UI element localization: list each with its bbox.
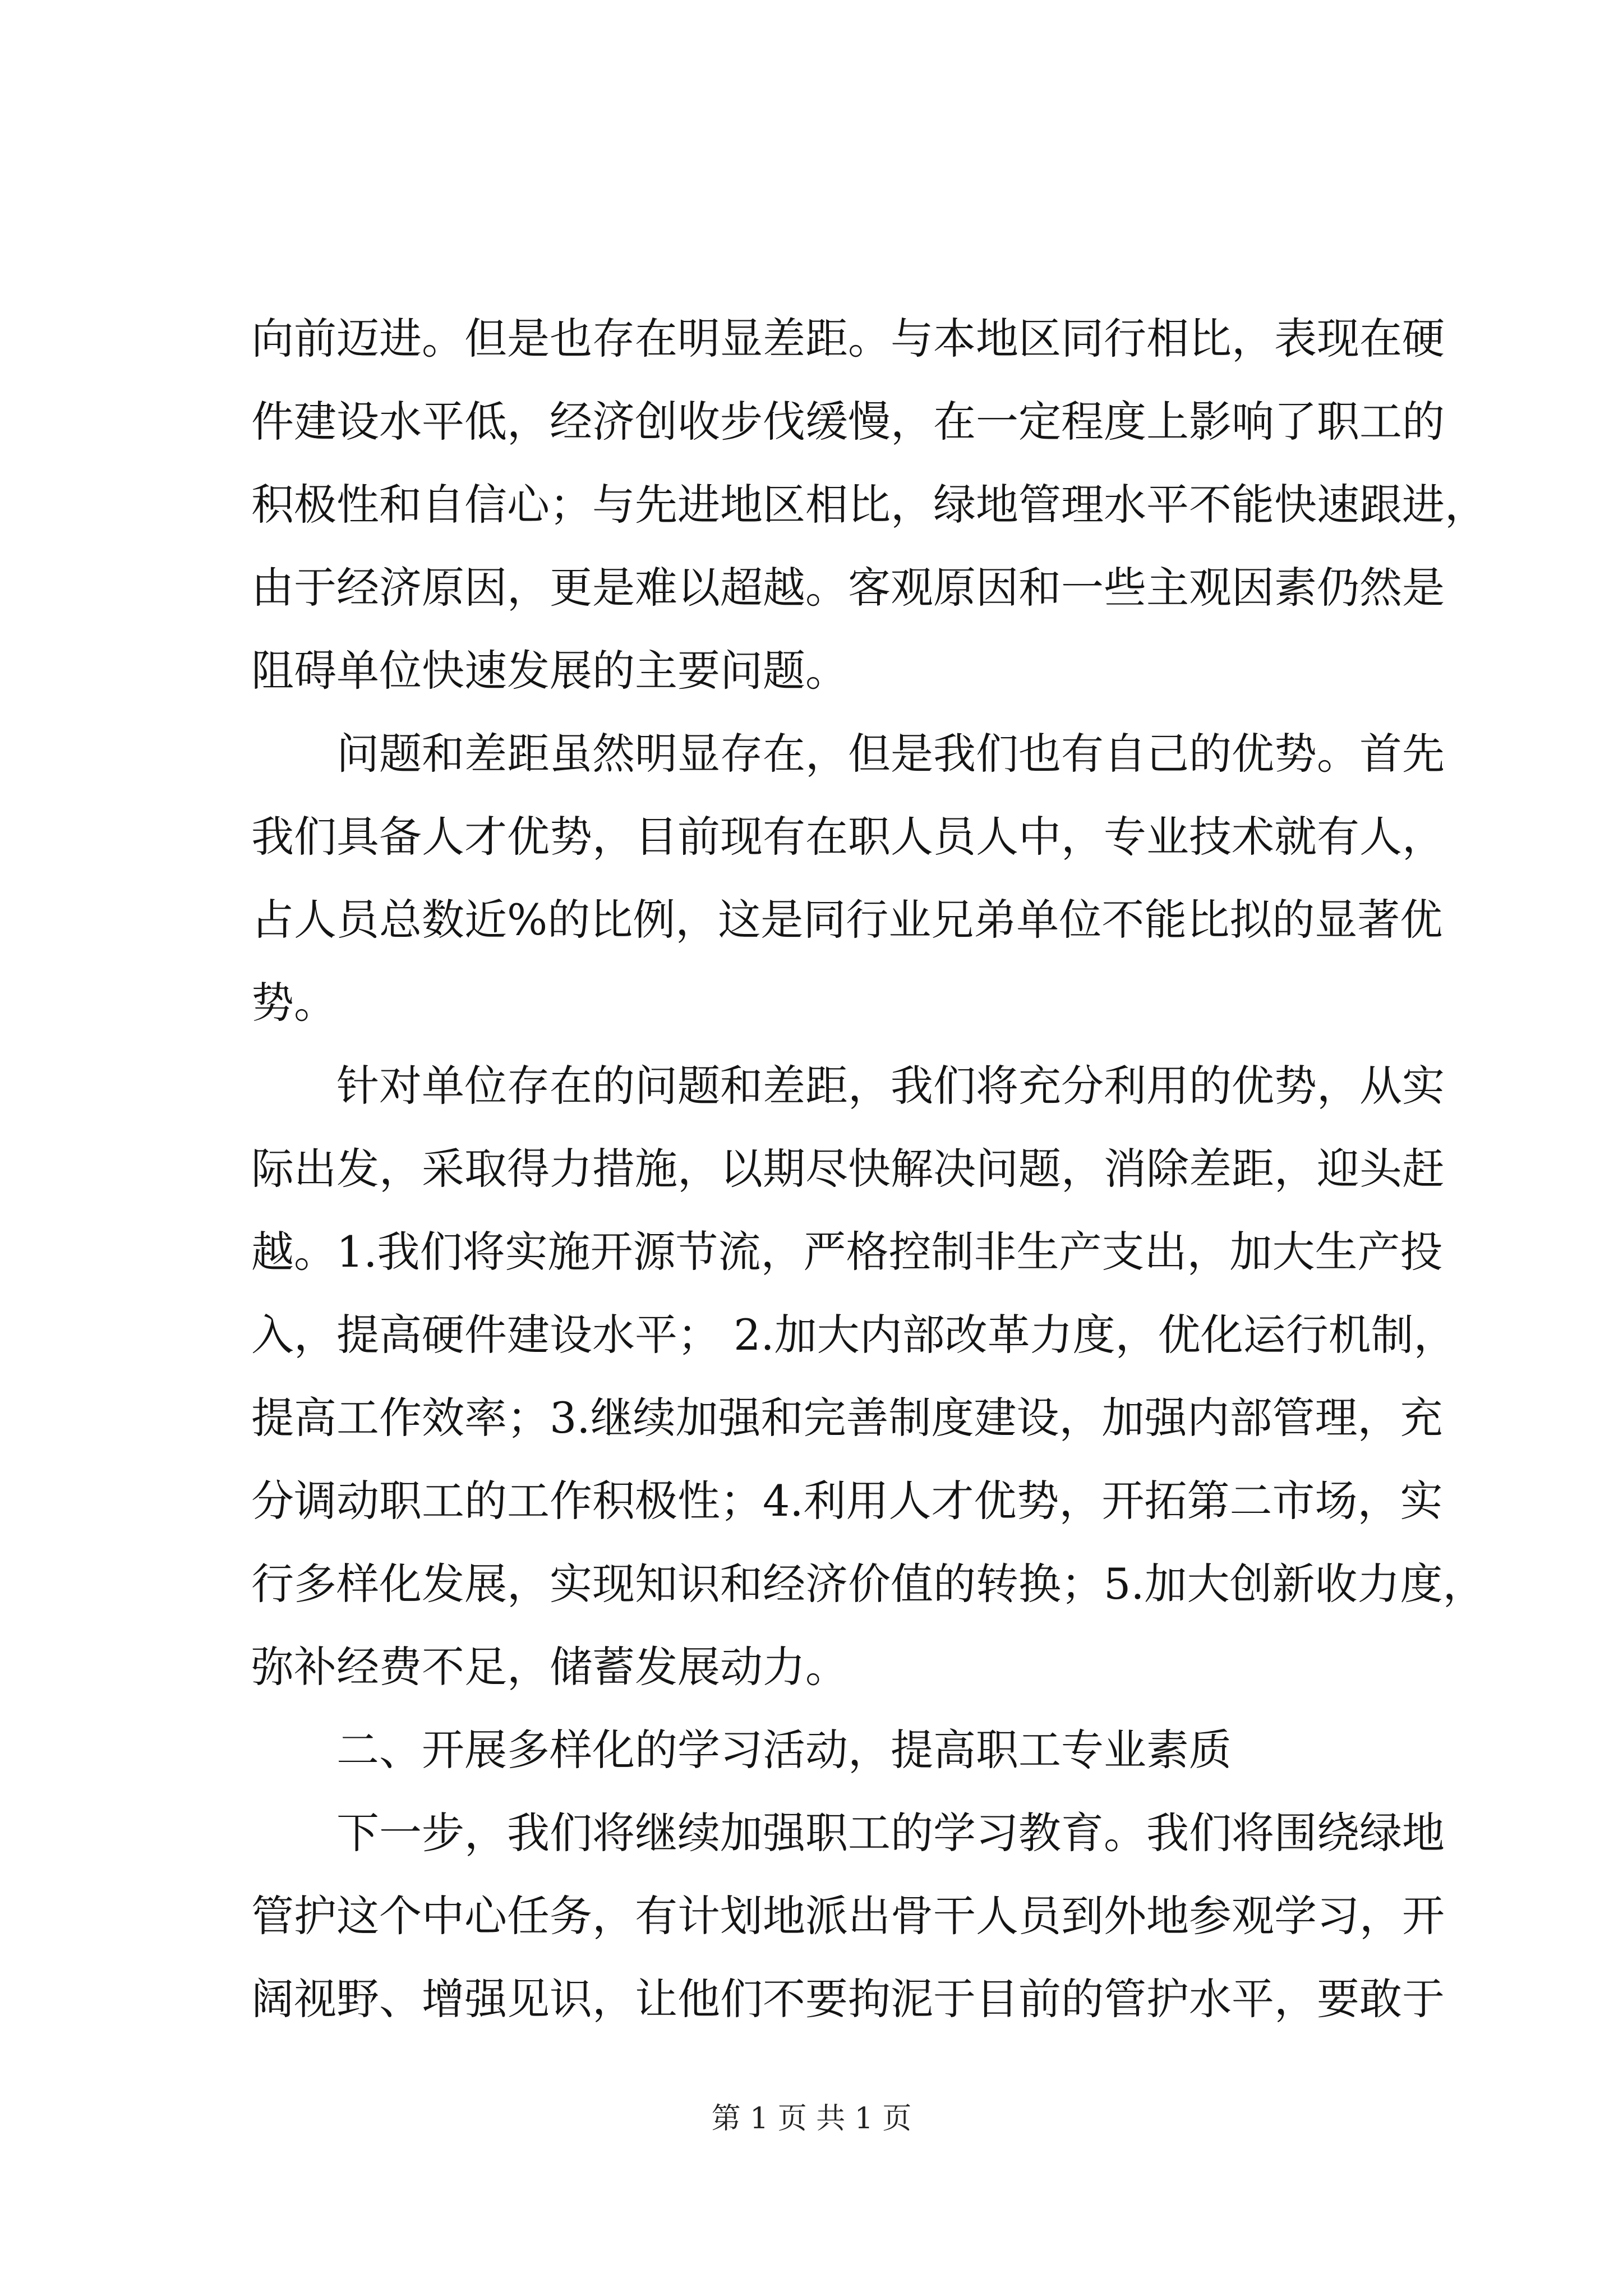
text-line: 势。 [251, 978, 336, 1028]
text-line: 积极性和自信心；与先进地区相比，绿地管理水平不能快速跟进， [251, 480, 1487, 530]
text-line: 针对单位存在的问题和差距，我们将充分利用的优势，从实 [336, 1061, 1445, 1111]
text-line: 问题和差距虽然明显存在，但是我们也有自己的优势。首先 [336, 729, 1445, 779]
page-footer: 第 1 页 共 1 页 [711, 2102, 912, 2136]
text-line: 二、开展多样化的学习活动，提高职工专业素质 [336, 1725, 1232, 1775]
text-line: 越。1.我们将实施开源节流，严格控制非生产支出，加大生产投 [251, 1227, 1443, 1277]
text-line: 入，提高硬件建设水平； 2.加大内部改革力度，优化运行机制， [251, 1310, 1456, 1360]
text-line: 弥补经费不足，储蓄发展动力。 [251, 1642, 848, 1692]
document-body [251, 297, 1487, 2041]
text-line: 我们具备人才优势，目前现有在职人员人中，专业技术就有人， [251, 812, 1445, 862]
text-line: 由于经济原因，更是难以超越。客观原因和一些主观因素仍然是 [251, 563, 1445, 613]
text-line: 向前迈进。但是也存在明显差距。与本地区同行相比，表现在硬 [251, 314, 1445, 364]
text-line: 占人员总数近%的比例，这是同行业兄弟单位不能比拟的显著优 [251, 895, 1443, 945]
text-line: 提高工作效率；3.继续加强和完善制度建设，加强内部管理，充 [251, 1393, 1443, 1443]
text-line: 阔视野、增强见识，让他们不要拘泥于目前的管护水平，要敢于 [251, 1974, 1445, 2024]
text-line: 下一步，我们将继续加强职工的学习教育。我们将围绕绿地 [336, 1808, 1445, 1858]
text-line: 管护这个中心任务，有计划地派出骨干人员到外地参观学习，开 [251, 1891, 1445, 1941]
text-line: 阻碍单位快速发展的主要问题。 [251, 646, 848, 696]
text-line: 际出发，采取得力措施，以期尽快解决问题，消除差距，迎头赶 [251, 1144, 1445, 1194]
text-line: 行多样化发展，实现知识和经济价值的转换；5.加大创新收力度， [251, 1559, 1486, 1609]
text-line: 件建设水平低，经济创收步伐缓慢，在一定程度上影响了职工的 [251, 397, 1445, 447]
text-line: 分调动职工的工作积极性；4.利用人才优势，开拓第二市场，实 [251, 1476, 1443, 1526]
